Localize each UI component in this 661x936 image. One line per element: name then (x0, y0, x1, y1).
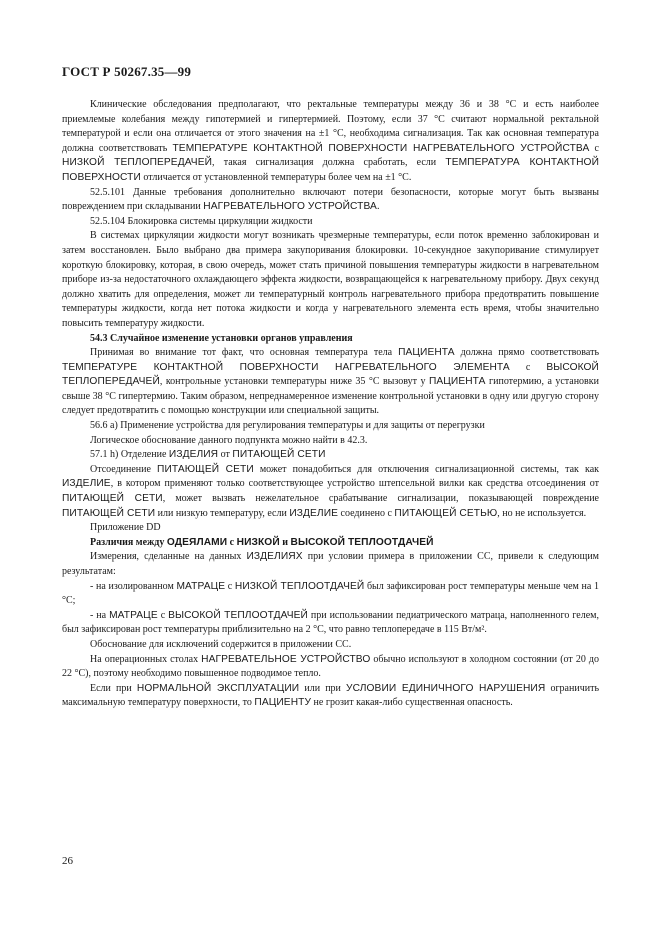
paragraph-52-5-101: 52.5.101 Данные требования дополнительно включают потери безопасности, которые могут быть вызваны повреждением при складывании НАГРЕВАТЕЛЬНОГО УСТРОЙСТВА. (62, 186, 599, 213)
document-body (62, 98, 599, 711)
paragraph-clinical-studies: Клинические обследования предполагают, что ректальные температуры между 36 и 38 °С и есть наиболее приемлемые колебания между гипотермией и гипертермией. Поэтому, если 37 °С считают нормальной ректальной температурой и если она отличается от этого значения на ±1 °С, необходима сигнализация. Так как основная температура должна соответствовать ТЕМПЕРАТУРЕ КОНТАКТНОЙ ПОВЕРХНОСТИ НАГРЕВАТЕЛЬНОГО УСТРОЙСТВА с НИЗКОЙ ТЕПЛОПЕРЕДАЧЕЙ, такая сигнализация должна сработать, если ТЕМПЕРАТУРА КОНТАКТНОЙ ПОВЕРХНОСТИ отличается от установленной температуры более чем на ±1 °С. (62, 99, 600, 183)
paragraph-mains-disconnection: Отсоединение ПИТАЮЩЕЙ СЕТИ может понадобиться для отключения сигнализационной системы, так как ИЗДЕЛИЕ, в котором применяют только соответствующее устройство штепсельной вилки как средства отсоединения от ПИТАЮЩЕЙ СЕТИ, может вызвать нежелательное срабатывание сигнализации, показывающей повреждение ПИТАЮЩЕЙ СЕТИ или низкую температуру, если ИЗДЕЛИЕ соединено с ПИТАЮЩЕЙ СЕТЬЮ, но не используется. (62, 463, 599, 519)
heading-54-3: 54.3 Случайное изменение установки органов управления (90, 332, 353, 344)
heading-52-5-104: 52.5.104 Блокировка системы циркуляции жидкости (90, 215, 313, 227)
appendix-dd-label: Приложение DD (90, 522, 161, 534)
paragraph-normal-use: Если при НОРМАЛЬНОЙ ЭКСПЛУАТАЦИИ или при УСЛОВИИ ЕДИНИЧНОГО НАРУШЕНИЯ ограничить максимальную температуру поверхности, то ПАЦИЕНТУ не грозит какая-либо существенная опасность. (62, 682, 600, 709)
paragraph-exceptions: Обоснование для исключений содержится в приложении СС. (90, 638, 352, 650)
heading-57-1: 57.1 h) Отделение ИЗДЕЛИЯ от ПИТАЮЩЕЙ СЕТИ (90, 449, 326, 461)
list-item-low-heat: - на изолированном МАТРАЦЕ с НИЗКОЙ ТЕПЛООТДАЧЕЙ был зафиксирован рост температуры меньше чем на 1 °С; (62, 580, 599, 607)
paragraph-fluid-circulation: В системах циркуляции жидкости могут возникать чрезмерные температуры, если поток временно заблокирован и затем восстановлен. Было выбрано два примера закупоривания блокировки. 10-секундное закупоривание стимулирует короткую блокировку, которая, в свою очередь, может стать причиной повышения температуры жидкости в нагревательном приборе из-за недостаточного охлаждающего эффекта жидкости, возвращающейся к нагревательному прибору. Двух секунд должно хватить для определения, может ли температурный контроль нагревательного прибора предотвратить повышение температуры жидкости, когда нет потока жидкости и когда у нагревательного элемента есть время, чтобы значительно повысить температуру жидкости. (62, 230, 599, 329)
heading-56-6: 56.6 а) Применение устройства для регулирования температуры и для защиты от перегрузки (90, 420, 485, 432)
paragraph-patient-temperature: Принимая во внимание тот факт, что основная температура тела ПАЦИЕНТА должна прямо соответствовать ТЕМПЕРАТУРЕ КОНТАКТНОЙ ПОВЕРХНОСТИ НАГРЕВАТЕЛЬНОГО ЭЛЕМЕНТА с ВЫСОКОЙ ТЕПЛОПЕРЕДАЧЕЙ, контрольные установки температуры ниже 35 °С вызовут у ПАЦИЕНТА гипотермию, а установки свыше 38 °С гипертермию. Таким образом, непреднамеренное изменение контрольной установки в одну или другую сторону следует предотвратить с помощью конструкции или специальной защиты. (62, 347, 600, 417)
paragraph-operating-tables: На операционных столах НАГРЕВАТЕЛЬНОЕ УСТРОЙСТВО обычно используют в холодном состоянии (от 20 до 22 °С), поэтому необходимо повышенное подводимое тепло. (62, 653, 599, 680)
paragraph-rationale-42-3: Логическое обоснование данного подпункта можно найти в 42.3. (90, 434, 368, 446)
list-item-high-heat: - на МАТРАЦЕ с ВЫСОКОЙ ТЕПЛООТДАЧЕЙ при использовании педиатрического матраца, наполненного гелем, был зафиксирован рост температуры приблизительно на 2 °С, что равно теплопередаче в 115 Вт/м². (62, 609, 599, 636)
appendix-dd-title: Различия между ОДЕЯЛАМИ с НИЗКОЙ и ВЫСОКОЙ ТЕПЛООТДАЧЕЙ (90, 536, 434, 548)
paragraph-measurements: Измерения, сделанные на данных ИЗДЕЛИЯХ при условии примера в приложении СС, привели к следующим результатам: (62, 551, 600, 577)
page-number: 26 (62, 855, 73, 867)
document-header: ГОСТ Р 50267.35—99 (62, 64, 192, 79)
